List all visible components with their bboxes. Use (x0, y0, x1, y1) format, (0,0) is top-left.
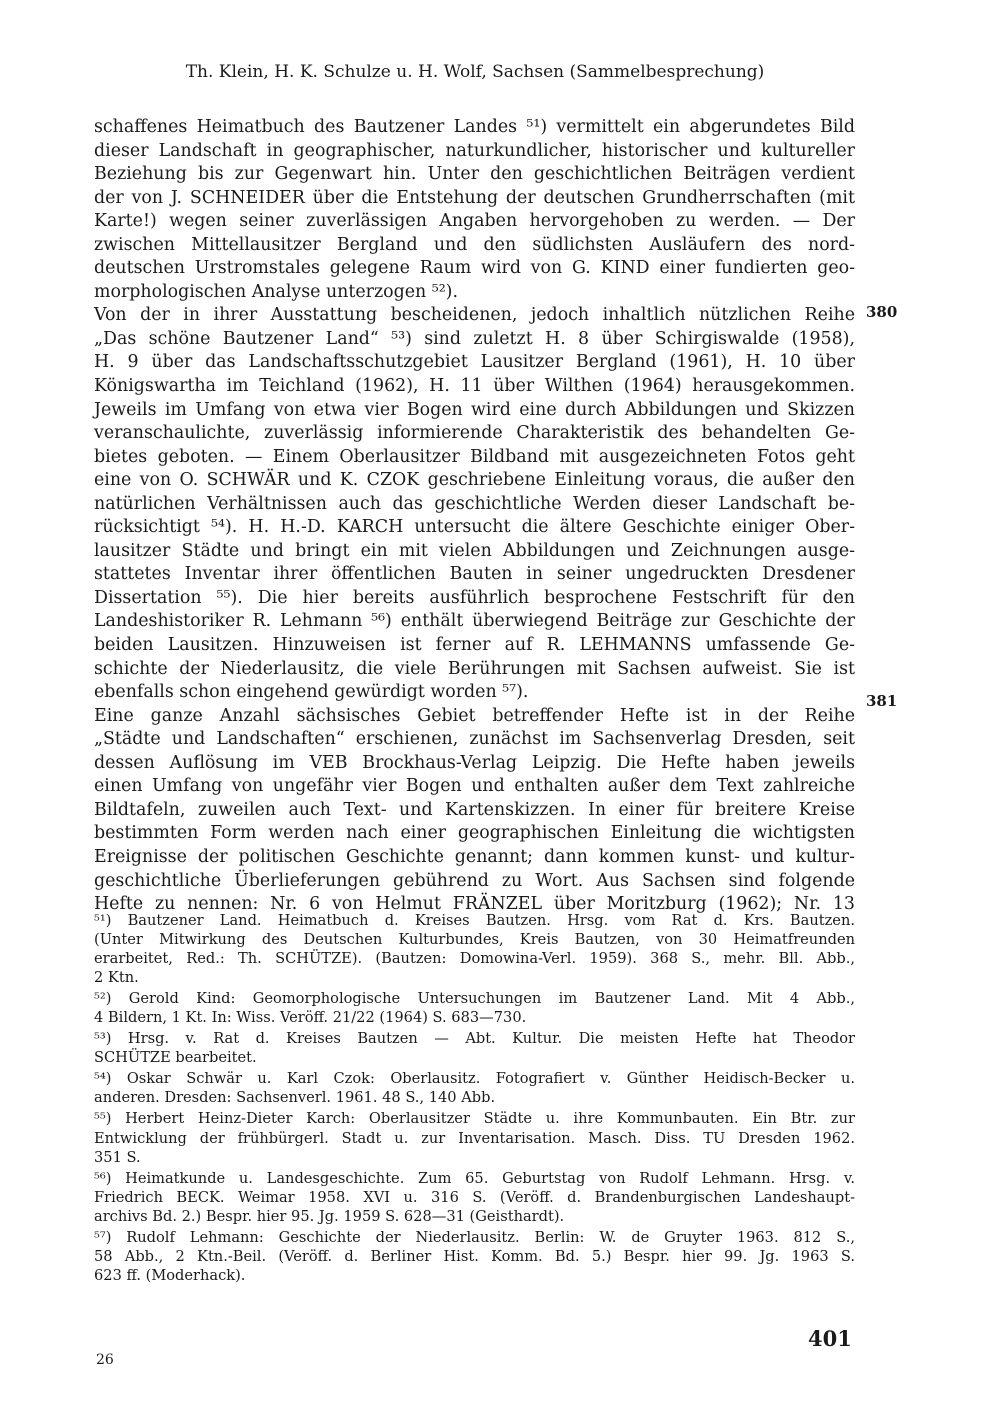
body-line: Bildtafeln, zuweilen auch Text- und Kartenskizzen. In einer für breitere Kreise (94, 799, 855, 820)
body-line: geschichtliche Überlieferungen gebührend zu Wort. Aus Sachsen sind folgende (94, 870, 855, 891)
body-line: dessen Auflösung im VEB Brockhaus-Verlag Leipzig. Die Hefte haben jeweils (94, 752, 855, 773)
page-number: 401 (808, 1326, 852, 1351)
body-line: Hefte zu nennen: Nr. 6 von Helmut FRÄNZEL über Moritzburg (1962); Nr. 13 (94, 894, 855, 915)
body-line: Jeweils im Umfang von etwa vier Bogen wird eine durch Abbildungen und Skizzen (94, 399, 855, 420)
body-line: Königswartha im Teichland (1962), H. 11 über Wilthen (1964) herausgekommen. (94, 376, 855, 397)
body-line: Beziehung bis zur Gegenwart hin. Unter den geschichtlichen Beiträgen verdient (94, 164, 855, 185)
footnote-line: ⁵⁶) Heimatkunde u. Landesgeschichte. Zum 65. Geburtstag von Rudolf Lehmann. Hrsg. v. (94, 1169, 855, 1187)
body-line: Ereignisse der politischen Geschichte genannt; dann kommen kunst- und kultur- (94, 846, 855, 867)
footnote-line: ⁵⁴) Oskar Schwär u. Karl Czok: Oberlausitz. Fotografiert v. Günther Heidisch-Becker u. (94, 1070, 855, 1088)
body-line: Dissertation ⁵⁵). Die hier bereits ausführlich besprochene Festschrift für den (94, 587, 855, 608)
footnote-line: 58 Abb., 2 Ktn.-Beil. (Veröff. d. Berliner Hist. Komm. Bd. 5.) Bespr. hier 99. Jg. 1963 S. (94, 1247, 855, 1265)
footnotes (94, 911, 855, 1287)
footnote (94, 1169, 855, 1226)
footnote (94, 1228, 855, 1285)
footnote-line: ⁵⁵) Herbert Heinz-Dieter Karch: Oberlausitzer Städte u. ihre Kommunbauten. Ein Btr. zur (94, 1110, 855, 1128)
page-signature: 26 (96, 1352, 114, 1368)
body-line: „Städte und Landschaften“ erschienen, zunächst im Sachsenverlag Dresden, seit (94, 729, 855, 750)
footnote-line: Friedrich BECK. Weimar 1958. XVI u. 316 S. (Veröff. d. Brandenburgischen Landeshaupt- (94, 1188, 855, 1206)
footnote-line: 2 Ktn. (94, 969, 139, 987)
footnote-line: 351 S. (94, 1148, 141, 1166)
body-line: Landeshistoriker R. Lehmann ⁵⁶) enthält überwiegend Beiträge zur Geschichte der (94, 611, 855, 632)
body-line: ebenfalls schon eingehend gewürdigt worden ⁵⁷). (94, 682, 529, 703)
footnote (94, 911, 855, 987)
body-line: natürlichen Verhältnissen auch das geschichtliche Werden dieser Landschaft be- (94, 493, 855, 514)
body-line: rücksichtigt ⁵⁴). H. H.-D. KARCH untersucht die ältere Geschichte einiger Ober- (94, 517, 855, 538)
body-line: H. 9 über das Landschaftsschutzgebiet Lausitzer Bergland (1961), H. 10 über (94, 352, 855, 373)
footnote (94, 989, 855, 1027)
footnote-line: ⁵¹) Bautzener Land. Heimatbuch d. Kreises Bautzen. Hrsg. vom Rat d. Krs. Bautzen. (94, 912, 855, 929)
body-line: deutschen Urstromstales gelegene Raum wird von G. KIND einer fundierten geo- (94, 258, 855, 279)
footnote-line: 623 ff. (Moderhack). (94, 1266, 246, 1284)
body-line: dieser Landschaft in geographischer, naturkundlicher, historischer und kultureller (94, 140, 855, 161)
body-line: der von J. SCHNEIDER über die Entstehung der deutschen Grundherrschaften (mit (94, 187, 855, 208)
body-line: Eine ganze Anzahl sächsisches Gebiet betreffender Hefte ist in der Reihe (94, 705, 855, 726)
body-line: bestimmten Form werden nach einer geographischen Einleitung die wichtigsten (94, 823, 855, 844)
body-line: Von der in ihrer Ausstattung bescheidenen, jedoch inhaltlich nützlichen Reihe (94, 305, 855, 326)
body-line: schaffenes Heimatbuch des Bautzener Landes ⁵¹) vermittelt ein abgerundetes Bild (94, 117, 855, 137)
running-head: Th. Klein, H. K. Schulze u. H. Wolf, Sachsen (Sammelbesprechung) (185, 62, 765, 82)
body-line: beiden Lausitzen. Hinzuweisen ist ferner auf R. LEHMANNS umfassende Ge- (94, 635, 855, 656)
body-line: Karte!) wegen seiner zuverlässigen Angaben hervorgehoben zu werden. — Der (94, 211, 855, 232)
body-line: stattetes Inventar ihrer öffentlichen Bauten in seiner ungedruckten Dresdener (94, 564, 855, 585)
body-line: einen Umfang von ungefähr vier Bogen und enthalten außer dem Text zahlreiche (94, 776, 855, 797)
body-line: veranschaulichte, zuverlässig informierende Charakteristik des behandelten Ge- (94, 423, 855, 444)
body-line: lausitzer Städte und bringt ein mit vielen Abbildungen und Zeichnungen ausge- (94, 540, 855, 561)
footnote (94, 1109, 855, 1166)
body-line: bietes geboten. — Einem Oberlausitzer Bildband mit ausgezeichneten Fotos geht (94, 446, 855, 467)
footnote (94, 1069, 855, 1107)
body-line: schichte der Niederlausitz, die viele Berührungen mit Sachsen aufweist. Sie ist (94, 658, 855, 679)
body-line: morphologischen Analyse unterzogen ⁵²). (94, 281, 458, 302)
margin-note-380: 380 (866, 303, 898, 321)
body-line: „Das schöne Bautzener Land“ ⁵³) sind zuletzt H. 8 über Schirgiswalde (1958), (94, 328, 855, 349)
footnote-line: ⁵⁷) Rudolf Lehmann: Geschichte der Niederlausitz. Berlin: W. de Gruyter 1963. 812 S., (94, 1228, 855, 1246)
body-line: zwischen Mittellausitzer Bergland und den südlichsten Ausläufern des nord- (94, 234, 855, 255)
footnote-line: erarbeitet, Red.: Th. SCHÜTZE). (Bautzen: Domowina-Verl. 1959). 368 S., mehr. Bll. Abb., (94, 950, 855, 968)
footnote-line: archivs Bd. 2.) Bespr. hier 95. Jg. 1959 S. 628—31 (Geisthardt). (94, 1207, 565, 1225)
footnote-line: (Unter Mitwirkung des Deutschen Kulturbundes, Kreis Bautzen, von 30 Heimatfreunden (94, 931, 855, 949)
footnote-line: ⁵³) Hrsg. v. Rat d. Kreises Bautzen — Abt. Kultur. Die meisten Hefte hat Theodor (94, 1030, 855, 1048)
body-line: eine von O. SCHWÄR und K. CZOK geschriebene Einleitung voraus, die außer den (94, 470, 855, 491)
footnote-line: ⁵²) Gerold Kind: Geomorphologische Untersuchungen im Bautzener Land. Mit 4 Abb., (94, 990, 855, 1008)
footnote-line: 4 Bildern, 1 Kt. In: Wiss. Veröff. 21/22 (1964) S. 683—730. (94, 1009, 527, 1027)
body-text (94, 116, 855, 917)
footnote-line: SCHÜTZE bearbeitet. (94, 1049, 257, 1067)
footnote (94, 1029, 855, 1067)
footnote-line: anderen. Dresden: Sachsenverl. 1961. 48 S., 140 Abb. (94, 1089, 496, 1107)
footnote-line: Entwicklung der frühbürgerl. Stadt u. zur Inventarisation. Masch. Diss. TU Dresden 1962. (94, 1129, 855, 1147)
margin-note-381: 381 (866, 692, 898, 710)
